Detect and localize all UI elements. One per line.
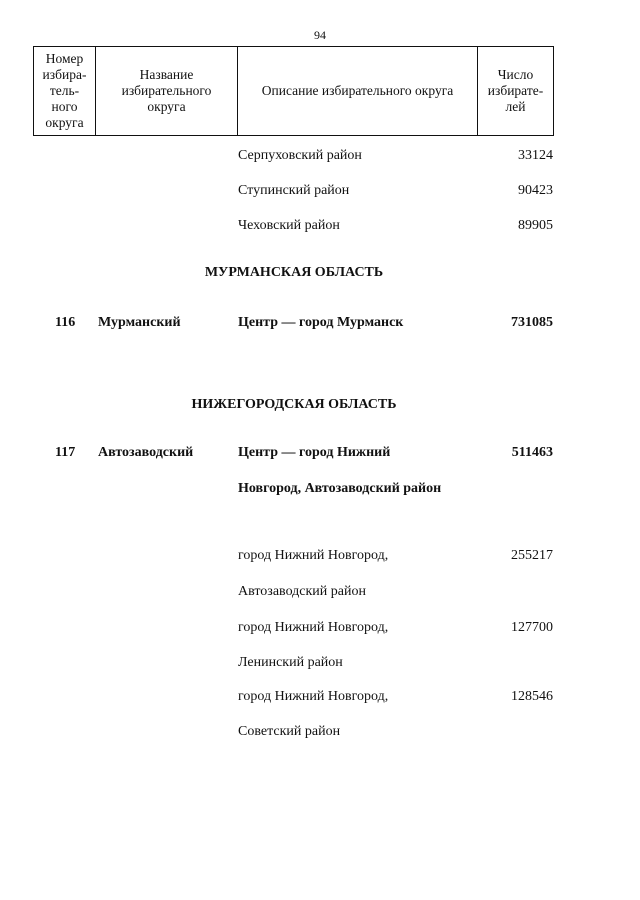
header-line: Описание избирательного округа	[261, 83, 454, 98]
header-line: Число	[497, 67, 534, 82]
district-number: 117	[55, 445, 76, 460]
part-voters: 255217	[511, 548, 553, 563]
row-voters: 89905	[518, 218, 553, 233]
part-description: Советский район	[238, 724, 341, 739]
district-number: 116	[55, 315, 76, 330]
part-description: Ленинский район	[238, 655, 343, 670]
header-line: ного	[51, 99, 78, 114]
district-center: Новгород, Автозаводский район	[238, 481, 442, 496]
header-district-name	[96, 47, 238, 136]
part-description: город Нижний Новгород,	[238, 620, 389, 635]
region-heading: МУРМАНСКАЯ ОБЛАСТЬ	[204, 265, 384, 280]
district-name: Мурманский	[98, 315, 181, 330]
part-description: город Нижний Новгород,	[238, 548, 389, 563]
header-line: избирательного	[121, 83, 212, 98]
header-line: округа	[147, 99, 186, 114]
district-voters: 511463	[511, 445, 553, 460]
row-voters: 90423	[518, 183, 553, 198]
header-line: тель-	[49, 83, 80, 98]
part-voters: 127700	[511, 620, 553, 635]
header-line: Номер	[45, 51, 84, 66]
part-description: город Нижний Новгород,	[238, 689, 389, 704]
header-voter-count	[478, 47, 554, 136]
row-voters: 33124	[518, 148, 553, 163]
page-number: 94	[314, 28, 326, 42]
row-description: Чеховский район	[238, 218, 340, 233]
district-center: Центр — город Нижний	[238, 445, 391, 460]
district-voters: 731085	[511, 315, 553, 330]
row-description: Серпуховский район	[238, 148, 362, 163]
district-center: Центр — город Мурманск	[238, 315, 404, 330]
part-voters: 128546	[511, 689, 553, 704]
part-description: Автозаводский район	[238, 584, 366, 599]
header-line: Название	[139, 67, 194, 82]
row-description: Ступинский район	[238, 183, 350, 198]
header-line: округа	[45, 115, 84, 130]
region-heading: НИЖЕГОРОДСКАЯ ОБЛАСТЬ	[191, 397, 397, 412]
header-district-description	[238, 47, 478, 136]
district-name: Автозаводский	[98, 445, 194, 460]
table-header	[33, 46, 554, 136]
header-district-number	[34, 47, 96, 136]
header-line: избирате-	[487, 83, 544, 98]
header-line: лей	[505, 99, 526, 114]
header-line: избира-	[42, 67, 87, 82]
